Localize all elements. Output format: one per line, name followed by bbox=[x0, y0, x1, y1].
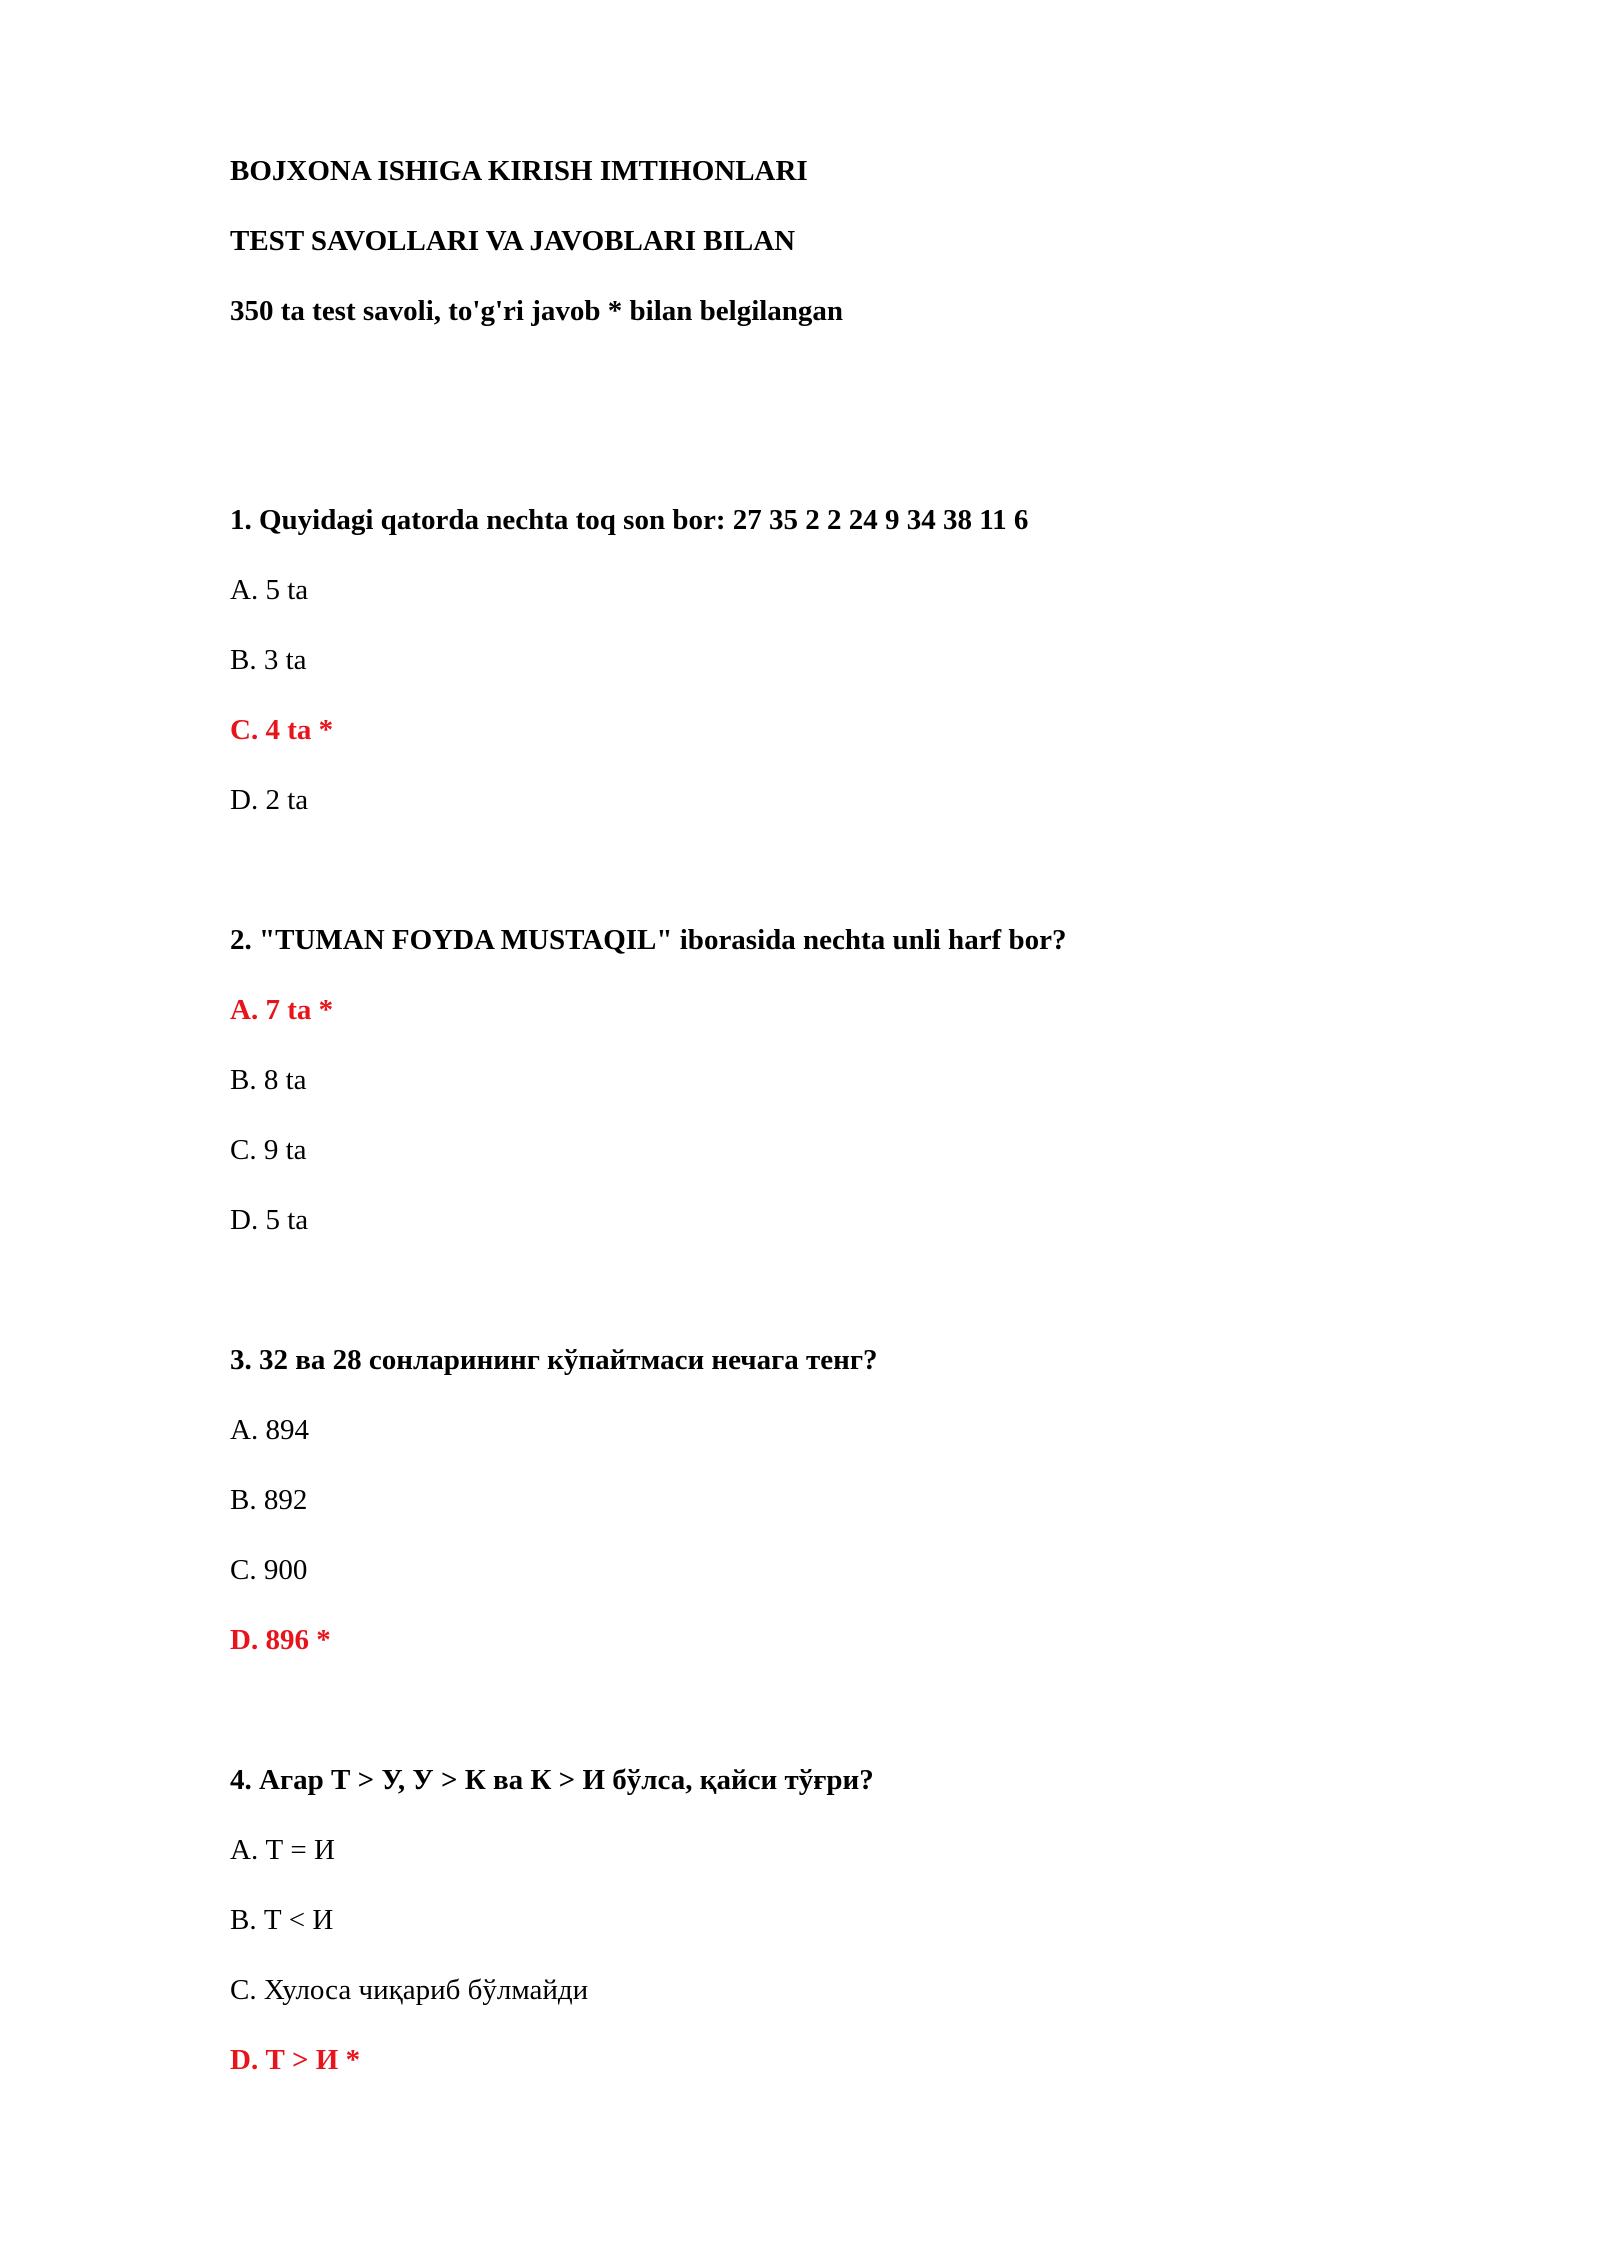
question-3-option-d-correct: D. 896 * bbox=[230, 1624, 331, 1656]
question-4-option-c: C. Хулоса чиқариб бўлмайди bbox=[230, 1974, 589, 2006]
question-1-option-d: D. 2 ta bbox=[230, 784, 309, 816]
question-3-text: 3. 32 ва 28 сонларининг кўпайтмаси нечага тенг? bbox=[230, 1344, 878, 1376]
question-4-option-a: A. Т = И bbox=[230, 1834, 335, 1866]
question-3-option-a: A. 894 bbox=[230, 1414, 309, 1446]
question-2-option-d: D. 5 ta bbox=[230, 1204, 309, 1236]
question-2-option-a-correct: A. 7 ta * bbox=[230, 994, 334, 1026]
question-1-option-b: B. 3 ta bbox=[230, 644, 307, 676]
question-1-option-c-correct: C. 4 ta * bbox=[230, 714, 334, 746]
question-1-text: 1. Quyidagi qatorda nechta toq son bor: 27 35 2 2 24 9 34 38 11 6 bbox=[230, 504, 1029, 536]
question-2-option-b: B. 8 ta bbox=[230, 1064, 307, 1096]
document-title-line-1: BOJXONA ISHIGA KIRISH IMTIHONLARI bbox=[230, 155, 808, 187]
question-1-option-a: A. 5 ta bbox=[230, 574, 309, 606]
question-4-option-d-correct: D. Т > И * bbox=[230, 2044, 361, 2076]
document-subtitle: 350 ta test savoli, to'g'ri javob * bilan belgilangan bbox=[230, 295, 844, 327]
question-3-option-b: B. 892 bbox=[230, 1484, 308, 1516]
question-4-text: 4. Агар Т > У, У > К ва К > И бўлса, қайси тўғри? bbox=[230, 1764, 874, 1796]
question-2-text: 2. "TUMAN FOYDA MUSTAQIL" iborasida nechta unli harf bor? bbox=[230, 924, 1067, 956]
question-2-option-c: C. 9 ta bbox=[230, 1134, 307, 1166]
document-title-line-2: TEST SAVOLLARI VA JAVOBLARI BILAN bbox=[230, 225, 796, 257]
question-3-option-c: C. 900 bbox=[230, 1554, 308, 1586]
question-4-option-b: B. Т < И bbox=[230, 1904, 334, 1936]
